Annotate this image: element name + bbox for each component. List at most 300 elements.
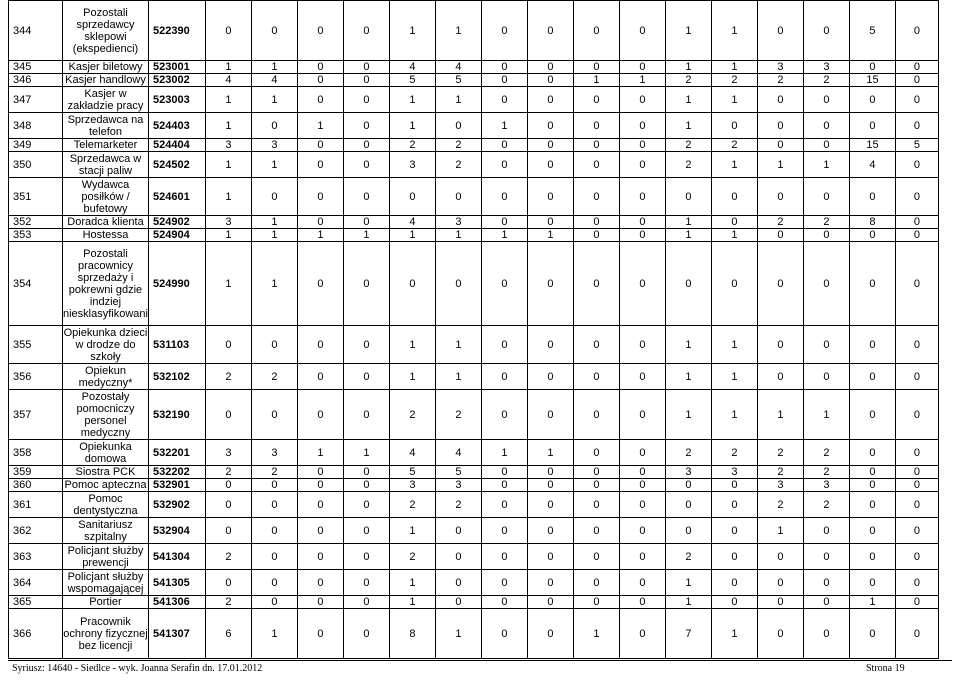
row-number-cell: 355 [9,326,63,364]
value-cell: 0 [573,544,619,570]
row-number-cell: 351 [9,178,63,216]
table-row [9,609,939,659]
occupation-code-cell: 524601 [148,178,205,216]
value-cell: 0 [803,364,849,390]
value-cell: 1 [389,518,435,544]
value-cell: 0 [481,242,527,326]
value-cell: 0 [481,216,527,229]
value-cell: 5 [435,74,481,87]
value-cell: 0 [803,113,849,139]
value-cell: 1 [757,152,803,178]
value-cell: 0 [527,61,573,74]
value-cell: 0 [435,544,481,570]
value-cell: 0 [619,229,665,242]
row-number-cell: 359 [9,466,63,479]
value-cell: 3 [251,440,297,466]
value-cell: 2 [389,492,435,518]
table-row [9,440,939,466]
value-cell: 0 [297,74,343,87]
value-cell: 2 [711,139,757,152]
value-cell: 3 [757,61,803,74]
value-cell: 0 [619,364,665,390]
value-cell: 0 [481,326,527,364]
occupation-name-cell: Sanitariusz szpitalny [63,518,149,544]
occupation-code-cell: 532901 [148,479,205,492]
value-cell: 2 [435,492,481,518]
value-cell: 0 [803,242,849,326]
value-cell: 1 [435,609,481,659]
value-cell: 15 [849,139,895,152]
occupation-name-cell: Telemarketer [63,139,149,152]
value-cell: 1 [481,440,527,466]
value-cell: 0 [343,466,389,479]
value-cell: 0 [895,242,938,326]
value-cell: 0 [573,152,619,178]
value-cell: 3 [205,440,251,466]
occupation-name-cell: Sprzedawca na telefon [63,113,149,139]
value-cell: 0 [573,326,619,364]
value-cell: 0 [297,596,343,609]
value-cell: 1 [435,87,481,113]
value-cell: 0 [757,178,803,216]
value-cell: 0 [573,570,619,596]
value-cell: 0 [527,390,573,440]
value-cell: 3 [665,466,711,479]
value-cell: 0 [895,609,938,659]
value-cell: 0 [527,609,573,659]
value-cell: 0 [711,479,757,492]
value-cell: 1 [435,364,481,390]
value-cell: 0 [343,596,389,609]
occupation-code-cell: 532902 [148,492,205,518]
value-cell: 0 [665,492,711,518]
value-cell: 2 [205,596,251,609]
occupation-code-cell: 524403 [148,113,205,139]
value-cell: 1 [665,113,711,139]
value-cell: 0 [895,364,938,390]
value-cell: 0 [527,139,573,152]
value-cell: 1 [665,364,711,390]
value-cell: 0 [527,178,573,216]
value-cell: 0 [895,518,938,544]
value-cell: 1 [205,229,251,242]
value-cell: 0 [849,113,895,139]
value-cell: 0 [619,479,665,492]
value-cell: 0 [757,139,803,152]
value-cell: 5 [389,74,435,87]
value-cell: 0 [573,229,619,242]
value-cell: 0 [435,596,481,609]
value-cell: 0 [527,1,573,61]
value-cell: 0 [619,242,665,326]
value-cell: 0 [849,609,895,659]
value-cell: 0 [251,326,297,364]
value-cell: 0 [343,518,389,544]
row-number-cell: 363 [9,544,63,570]
value-cell: 5 [389,466,435,479]
value-cell: 1 [205,178,251,216]
value-cell: 0 [297,139,343,152]
row-number-cell: 354 [9,242,63,326]
value-cell: 4 [389,216,435,229]
value-cell: 0 [297,87,343,113]
row-number-cell: 356 [9,364,63,390]
value-cell: 0 [619,544,665,570]
value-cell: 1 [711,326,757,364]
value-cell: 0 [849,390,895,440]
value-cell: 0 [481,466,527,479]
value-cell: 0 [895,113,938,139]
value-cell: 1 [389,87,435,113]
value-cell: 2 [435,139,481,152]
occupation-code-cell: 541304 [148,544,205,570]
value-cell: 0 [435,113,481,139]
value-cell: 2 [205,466,251,479]
value-cell: 0 [481,61,527,74]
value-cell: 1 [711,152,757,178]
value-cell: 0 [343,139,389,152]
table-row [9,229,939,242]
value-cell: 2 [389,390,435,440]
data-table [8,0,939,659]
table-row [9,466,939,479]
value-cell: 0 [297,242,343,326]
value-cell: 1 [435,326,481,364]
value-cell: 0 [343,242,389,326]
value-cell: 2 [711,74,757,87]
value-cell: 0 [297,364,343,390]
value-cell: 0 [343,216,389,229]
value-cell: 4 [435,61,481,74]
value-cell: 2 [205,364,251,390]
value-cell: 3 [389,152,435,178]
value-cell: 0 [573,479,619,492]
value-cell: 0 [297,178,343,216]
value-cell: 0 [619,609,665,659]
value-cell: 0 [895,61,938,74]
value-cell: 2 [757,440,803,466]
value-cell: 0 [573,492,619,518]
value-cell: 3 [205,139,251,152]
value-cell: 1 [205,87,251,113]
occupation-code-cell: 524404 [148,139,205,152]
value-cell: 1 [435,229,481,242]
value-cell: 2 [665,440,711,466]
value-cell: 0 [251,178,297,216]
value-cell: 0 [665,518,711,544]
value-cell: 0 [895,326,938,364]
value-cell: 0 [573,87,619,113]
value-cell: 0 [297,216,343,229]
value-cell: 0 [205,518,251,544]
value-cell: 1 [665,1,711,61]
value-cell: 0 [619,570,665,596]
occupation-code-cell: 524904 [148,229,205,242]
value-cell: 1 [297,440,343,466]
value-cell: 0 [711,570,757,596]
value-cell: 0 [757,113,803,139]
occupation-name-cell: Pozostali sprzedawcy sklepowi (ekspedienci) [63,1,149,61]
value-cell: 0 [297,466,343,479]
value-cell: 0 [343,479,389,492]
value-cell: 0 [389,178,435,216]
value-cell: 1 [665,596,711,609]
row-number-cell: 357 [9,390,63,440]
occupation-code-cell: 524902 [148,216,205,229]
value-cell: 0 [481,390,527,440]
value-cell: 0 [573,596,619,609]
row-number-cell: 366 [9,609,63,659]
value-cell: 0 [711,518,757,544]
value-cell: 1 [711,609,757,659]
value-cell: 0 [573,242,619,326]
value-cell: 1 [711,1,757,61]
value-cell: 3 [803,61,849,74]
row-number-cell: 347 [9,87,63,113]
value-cell: 0 [343,61,389,74]
value-cell: 4 [389,61,435,74]
value-cell: 0 [895,544,938,570]
value-cell: 0 [849,518,895,544]
value-cell: 1 [527,440,573,466]
value-cell: 2 [757,74,803,87]
value-cell: 0 [803,178,849,216]
occupation-name-cell: Kasjer w zakładzie pracy [63,87,149,113]
value-cell: 1 [205,152,251,178]
value-cell: 0 [665,242,711,326]
value-cell: 0 [297,1,343,61]
value-cell: 0 [849,178,895,216]
value-cell: 0 [849,544,895,570]
value-cell: 2 [665,152,711,178]
value-cell: 0 [527,216,573,229]
value-cell: 1 [251,152,297,178]
occupation-name-cell: Policjant służby prewencji [63,544,149,570]
value-cell: 4 [251,74,297,87]
value-cell: 0 [481,178,527,216]
value-cell: 4 [435,440,481,466]
occupation-name-cell: Policjant służby wspomagającej [63,570,149,596]
value-cell: 0 [343,1,389,61]
table-row [9,178,939,216]
value-cell: 0 [297,609,343,659]
value-cell: 1 [619,74,665,87]
value-cell: 0 [481,492,527,518]
value-cell: 4 [849,152,895,178]
value-cell: 0 [297,152,343,178]
value-cell: 0 [803,139,849,152]
value-cell: 0 [527,466,573,479]
value-cell: 2 [757,466,803,479]
value-cell: 2 [803,440,849,466]
occupation-name-cell: Hostessa [63,229,149,242]
value-cell: 1 [251,216,297,229]
value-cell: 0 [849,466,895,479]
value-cell: 0 [895,216,938,229]
value-cell: 0 [297,390,343,440]
value-cell: 0 [251,390,297,440]
table-row [9,87,939,113]
value-cell: 0 [849,61,895,74]
table-row [9,1,939,61]
value-cell: 0 [343,326,389,364]
row-number-cell: 364 [9,570,63,596]
occupation-name-cell: Sprzedawca w stacji paliw [63,152,149,178]
value-cell: 0 [619,518,665,544]
value-cell: 0 [573,364,619,390]
value-cell: 0 [527,113,573,139]
value-cell: 0 [711,544,757,570]
value-cell: 0 [481,479,527,492]
value-cell: 0 [205,492,251,518]
value-cell: 0 [895,87,938,113]
value-cell: 0 [297,326,343,364]
value-cell: 0 [849,440,895,466]
row-number-cell: 361 [9,492,63,518]
occupation-code-cell: 532201 [148,440,205,466]
value-cell: 1 [481,229,527,242]
table-row [9,479,939,492]
value-cell: 0 [757,570,803,596]
value-cell: 0 [435,178,481,216]
value-cell: 0 [619,113,665,139]
value-cell: 0 [849,87,895,113]
value-cell: 0 [573,61,619,74]
row-number-cell: 353 [9,229,63,242]
table-row [9,326,939,364]
value-cell: 2 [665,139,711,152]
value-cell: 0 [343,152,389,178]
value-cell: 0 [343,609,389,659]
table-row [9,492,939,518]
table-row [9,139,939,152]
row-number-cell: 344 [9,1,63,61]
value-cell: 0 [757,544,803,570]
value-cell: 1 [389,570,435,596]
value-cell: 0 [619,492,665,518]
table-row [9,596,939,609]
value-cell: 3 [389,479,435,492]
value-cell: 0 [297,544,343,570]
value-cell: 0 [251,479,297,492]
value-cell: 1 [205,242,251,326]
value-cell: 0 [803,518,849,544]
value-cell: 1 [573,74,619,87]
value-cell: 1 [665,216,711,229]
value-cell: 0 [619,390,665,440]
occupation-name-cell: Pozostali pracownicy sprzedaży i pokrewni gdzie indziej niesklasyfikowani [63,242,149,326]
value-cell: 0 [849,492,895,518]
footer-source: Syriusz: 14640 - Siedlce - wyk. Joanna Serafin dn. 17.01.2012 [12,663,263,674]
value-cell: 0 [573,390,619,440]
value-cell: 0 [895,178,938,216]
occupation-name-cell: Portier [63,596,149,609]
table-row [9,364,939,390]
value-cell: 1 [573,609,619,659]
table-row [9,113,939,139]
value-cell: 2 [389,544,435,570]
value-cell: 0 [435,570,481,596]
value-cell: 0 [343,570,389,596]
value-cell: 0 [435,242,481,326]
value-cell: 0 [619,152,665,178]
value-cell: 2 [757,216,803,229]
table-row [9,544,939,570]
value-cell: 1 [803,390,849,440]
value-cell: 2 [665,74,711,87]
table-row [9,61,939,74]
value-cell: 0 [803,326,849,364]
value-cell: 0 [757,326,803,364]
value-cell: 1 [665,229,711,242]
value-cell: 0 [895,152,938,178]
row-number-cell: 365 [9,596,63,609]
value-cell: 6 [205,609,251,659]
value-cell: 0 [527,596,573,609]
occupation-code-cell: 523001 [148,61,205,74]
value-cell: 1 [205,61,251,74]
value-cell: 0 [251,113,297,139]
value-cell: 1 [389,596,435,609]
row-number-cell: 348 [9,113,63,139]
value-cell: 0 [297,492,343,518]
value-cell: 0 [849,326,895,364]
value-cell: 0 [527,492,573,518]
value-cell: 2 [665,544,711,570]
value-cell: 0 [619,440,665,466]
row-number-cell: 352 [9,216,63,229]
value-cell: 1 [389,326,435,364]
row-number-cell: 358 [9,440,63,466]
value-cell: 1 [435,1,481,61]
value-cell: 2 [803,216,849,229]
value-cell: 0 [619,326,665,364]
table-row [9,390,939,440]
value-cell: 2 [435,390,481,440]
value-cell: 0 [803,87,849,113]
occupation-name-cell: Opiekunka dzieci w drodze do szkoły [63,326,148,363]
value-cell: 1 [481,113,527,139]
value-cell: 1 [205,113,251,139]
value-cell: 0 [481,87,527,113]
value-cell: 0 [205,390,251,440]
value-cell: 0 [895,570,938,596]
value-cell: 1 [757,390,803,440]
table-row [9,74,939,87]
value-cell: 0 [527,364,573,390]
value-cell: 1 [665,570,711,596]
value-cell: 0 [481,74,527,87]
value-cell: 1 [711,87,757,113]
value-cell: 1 [665,326,711,364]
value-cell: 3 [803,479,849,492]
value-cell: 0 [251,570,297,596]
occupation-name-cell: Wydawca posiłków / bufetowy [63,178,149,216]
value-cell: 0 [711,596,757,609]
value-cell: 3 [251,139,297,152]
occupation-code-cell: 523002 [148,74,205,87]
value-cell: 0 [343,544,389,570]
value-cell: 0 [527,518,573,544]
occupation-name-cell: Pomoc dentystyczna [63,492,149,518]
value-cell: 0 [849,242,895,326]
occupation-name-cell: Doradca klienta [63,216,149,229]
value-cell: 1 [803,152,849,178]
table-row [9,570,939,596]
value-cell: 3 [711,466,757,479]
value-cell: 0 [573,1,619,61]
value-cell: 0 [803,609,849,659]
